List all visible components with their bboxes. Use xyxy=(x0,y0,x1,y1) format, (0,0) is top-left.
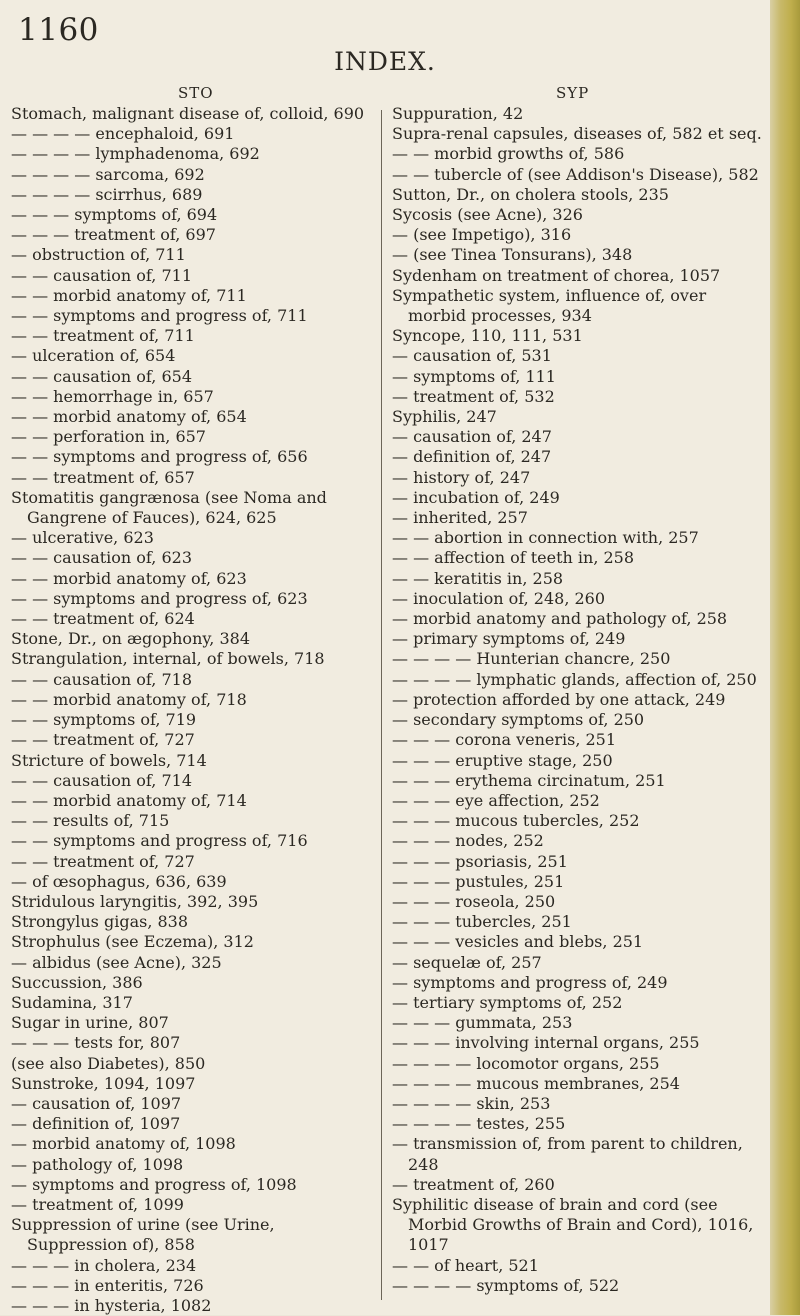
index-entry: — — — in cholera, 234 xyxy=(11,1255,197,1275)
index-entry: — obstruction of, 711 xyxy=(11,245,186,265)
index-entry: — primary symptoms of, 249 xyxy=(392,629,626,649)
index-entry: — — treatment of, 727 xyxy=(11,851,195,871)
index-entry: — treatment of, 1099 xyxy=(11,1194,184,1214)
index-entry: — — — vesicles and blebs, 251 xyxy=(392,932,644,952)
index-entry: — definition of, 1097 xyxy=(11,1114,181,1134)
index-entry: — inherited, 257 xyxy=(392,508,528,528)
index-entry: — — causation of, 654 xyxy=(11,366,192,386)
index-entry: — — tubercle of (see Addison's Disease), 582 xyxy=(392,164,759,184)
index-entry: — — of heart, 521 xyxy=(392,1255,539,1275)
index-entry: — — — nodes, 252 xyxy=(392,831,544,851)
index-entry: — — treatment of, 624 xyxy=(11,609,195,629)
index-entry: Suppuration, 42 xyxy=(392,104,524,123)
index-entry: Syphilis, 247 xyxy=(392,407,497,427)
index-entry: — — morbid anatomy of, 654 xyxy=(11,407,247,427)
index-entry: — morbid anatomy of, 1098 xyxy=(11,1134,236,1154)
index-entry: — — — eye affection, 252 xyxy=(392,790,600,810)
index-entry: — definition of, 247 xyxy=(392,447,552,467)
index-entry: — treatment of, 260 xyxy=(392,1174,555,1194)
index-entry: Strophulus (see Eczema), 312 xyxy=(11,932,254,952)
index-entry: Succussion, 386 xyxy=(11,972,143,992)
index-entry: — of œsophagus, 636, 639 xyxy=(11,871,227,891)
index-entry: — — — in enteritis, 726 xyxy=(11,1275,204,1295)
index-entry: Strangulation, internal, of bowels, 718 xyxy=(11,649,325,669)
index-entry: (see also Diabetes), 850 xyxy=(11,1053,206,1073)
index-entry: — — — — sarcoma, 692 xyxy=(11,164,205,184)
index-entry: — incubation of, 249 xyxy=(392,487,560,507)
index-entry: — morbid anatomy and pathology of, 258 xyxy=(392,609,728,629)
index-entry: — — symptoms and progress of, 656 xyxy=(11,447,308,467)
right-index-column xyxy=(392,104,764,1296)
left-index-column xyxy=(11,104,371,1316)
index-entry: — — — pustules, 251 xyxy=(392,871,565,891)
index-entry: — — — eruptive stage, 250 xyxy=(392,750,613,770)
index-entry: — — symptoms of, 719 xyxy=(11,710,197,730)
index-entry: — — — — scirrhus, 689 xyxy=(11,184,203,204)
index-entry: — transmission of, from parent to children, 248 xyxy=(392,1134,743,1174)
index-entry: — — — — encephaloid, 691 xyxy=(11,124,235,144)
left-column-header: STO xyxy=(178,84,214,102)
index-entry: — symptoms and progress of, 1098 xyxy=(11,1174,297,1194)
index-entry: — — — erythema circinatum, 251 xyxy=(392,770,666,790)
page-number: 1160 xyxy=(18,12,99,48)
index-entry: — — — corona veneris, 251 xyxy=(392,730,617,750)
index-entry: — — morbid anatomy of, 718 xyxy=(11,689,247,709)
index-entry: — — keratitis in, 258 xyxy=(392,568,564,588)
index-entry: — — morbid anatomy of, 714 xyxy=(11,790,247,810)
index-entry: — albidus (see Acne), 325 xyxy=(11,952,222,972)
index-entry: — — — — lymphadenoma, 692 xyxy=(11,144,260,164)
index-entry: — — — — locomotor organs, 255 xyxy=(392,1053,660,1073)
index-entry: — — morbid anatomy of, 623 xyxy=(11,568,247,588)
index-entry: Stone, Dr., on ægophony, 384 xyxy=(11,629,250,649)
index-entry: — — causation of, 623 xyxy=(11,548,192,568)
index-entry: — (see Impetigo), 316 xyxy=(392,225,572,245)
index-entry: — sequelæ of, 257 xyxy=(392,952,542,972)
index-entry: Stomach, malignant disease of, colloid, 690 xyxy=(11,104,365,123)
page-title: INDEX. xyxy=(334,47,436,76)
index-entry: Sydenham on treatment of chorea, 1057 xyxy=(392,265,721,285)
index-entry: — — perforation in, 657 xyxy=(11,427,206,447)
index-entry: Suppression of urine (see Urine, Suppression of), 858 xyxy=(11,1215,275,1255)
index-entry: — — causation of, 718 xyxy=(11,669,192,689)
index-entry: Sutton, Dr., on cholera stools, 235 xyxy=(392,184,669,204)
index-entry: — — hemorrhage in, 657 xyxy=(11,386,214,406)
index-entry: Strongylus gigas, 838 xyxy=(11,912,189,932)
index-entry: — causation of, 531 xyxy=(392,346,552,366)
index-entry: — — treatment of, 727 xyxy=(11,730,195,750)
index-entry: Stricture of bowels, 714 xyxy=(11,750,207,770)
index-entry: — — — roseola, 250 xyxy=(392,891,556,911)
index-entry: — symptoms and progress of, 249 xyxy=(392,972,668,992)
index-entry: — — — in hysteria, 1082 xyxy=(11,1295,212,1315)
index-entry: — — treatment of, 657 xyxy=(11,467,195,487)
column-divider xyxy=(381,110,382,1300)
index-entry: — — — mucous tubercles, 252 xyxy=(392,811,640,831)
index-entry: — — — — testes, 255 xyxy=(392,1114,566,1134)
index-entry: — causation of, 1097 xyxy=(11,1093,182,1113)
index-entry: — — — tests for, 807 xyxy=(11,1033,181,1053)
index-entry: — — treatment of, 711 xyxy=(11,326,195,346)
index-entry: Stomatitis gangrænosa (see Noma and Gangrene of Fauces), 624, 625 xyxy=(11,487,327,528)
index-entry: — — — tubercles, 251 xyxy=(392,912,572,932)
index-entry: — history of, 247 xyxy=(392,467,531,487)
index-entry: Sympathetic system, influence of, over morbid processes, 934 xyxy=(392,285,707,326)
index-entry: — pathology of, 1098 xyxy=(11,1154,184,1174)
index-entry: — — symptoms and progress of, 711 xyxy=(11,306,308,326)
index-entry: — ulceration of, 654 xyxy=(11,346,176,366)
index-entry: Sugar in urine, 807 xyxy=(11,1013,169,1033)
index-entry: — protection afforded by one attack, 249 xyxy=(392,689,726,709)
index-entry: — — — involving internal organs, 255 xyxy=(392,1033,700,1053)
index-entry: Supra-renal capsules, diseases of, 582 et seq. xyxy=(392,124,762,144)
index-entry: — — affection of teeth in, 258 xyxy=(392,548,635,568)
index-entry: — symptoms of, 111 xyxy=(392,366,556,386)
index-entry: — — — — Hunterian chancre, 250 xyxy=(392,649,671,669)
index-entry: Sudamina, 317 xyxy=(11,992,133,1012)
index-entry: Sycosis (see Acne), 326 xyxy=(392,205,583,225)
page-edge xyxy=(770,0,800,1315)
index-entry: Syncope, 110, 111, 531 xyxy=(392,326,583,346)
index-entry: Syphilitic disease of brain and cord (see Morbid Growths of Brain and Cord), 1016, 1017 xyxy=(392,1194,754,1255)
index-entry: — — — — mucous membranes, 254 xyxy=(392,1073,680,1093)
index-entry: — — causation of, 711 xyxy=(11,265,192,285)
index-entry: — — — — lymphatic glands, affection of, 250 xyxy=(392,669,757,689)
index-entry: Sunstroke, 1094, 1097 xyxy=(11,1073,196,1093)
index-entry: — tertiary symptoms of, 252 xyxy=(392,992,623,1012)
index-entry: — treatment of, 532 xyxy=(392,386,555,406)
index-entry: — — symptoms and progress of, 716 xyxy=(11,831,308,851)
index-entry: — — causation of, 714 xyxy=(11,770,192,790)
index-entry: — — — — skin, 253 xyxy=(392,1093,551,1113)
index-entry: — — — — symptoms of, 522 xyxy=(392,1275,620,1295)
index-entry: — causation of, 247 xyxy=(392,427,552,447)
right-column-header: SYP xyxy=(556,84,590,102)
index-entry: — — — psoriasis, 251 xyxy=(392,851,568,871)
index-entry: — — symptoms and progress of, 623 xyxy=(11,588,308,608)
index-entry: — secondary symptoms of, 250 xyxy=(392,710,645,730)
index-entry: — — abortion in connection with, 257 xyxy=(392,528,699,548)
index-entry: — — — gummata, 253 xyxy=(392,1013,573,1033)
index-entry: — — morbid growths of, 586 xyxy=(392,144,625,164)
index-entry: — ulcerative, 623 xyxy=(11,528,154,548)
index-entry: Stridulous laryngitis, 392, 395 xyxy=(11,891,259,911)
index-entry: — inoculation of, 248, 260 xyxy=(392,588,606,608)
index-entry: — — morbid anatomy of, 711 xyxy=(11,285,247,305)
index-entry: — (see Tinea Tonsurans), 348 xyxy=(392,245,633,265)
index-entry: — — — treatment of, 697 xyxy=(11,225,216,245)
index-entry: — — — symptoms of, 694 xyxy=(11,205,218,225)
index-entry: — — results of, 715 xyxy=(11,811,170,831)
